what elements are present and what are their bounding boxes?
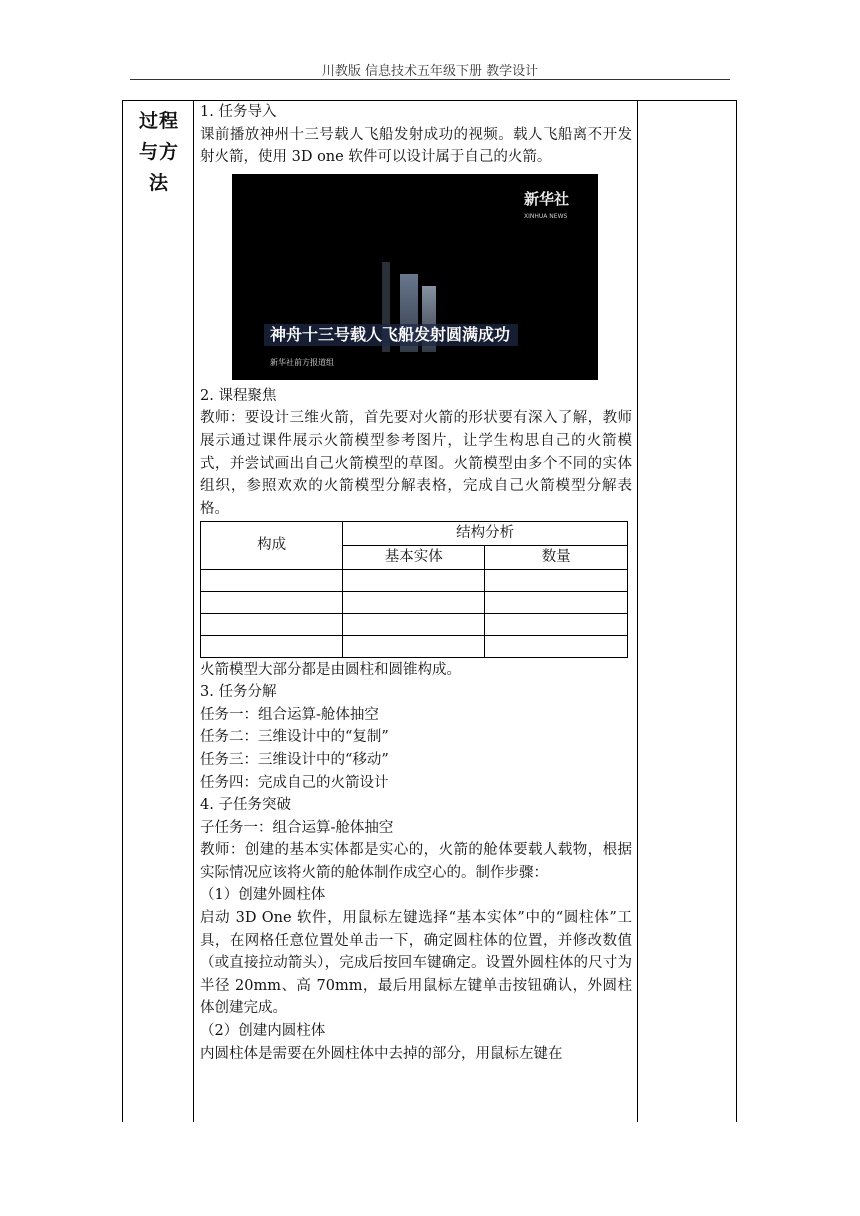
table-row — [201, 635, 628, 657]
column-divider-right — [637, 101, 638, 1122]
section-label-line2: 与方 — [138, 141, 179, 163]
structure-analysis-table — [200, 521, 628, 657]
step1-text: 启动 3D One 软件，用鼠标左键选择“基本实体”中的“圆柱体”工具，在网格任意位置处单击一下，确定圆柱体的位置，并修改数值（或直接拉动箭头），完成后按回车键确定。设置外圆柱体的尺寸为半径 20mm、高 70mm，最后用鼠标左键单击按钮确认，外圆柱体创建完成。 — [200, 910, 632, 1017]
subtask-heading: 4. 子任务突破 — [200, 797, 291, 814]
course-focus-text: 教师：要设计三维火箭，首先要对火箭的形状要有深入了解，教师展示通过课件展示火箭模型参考图片，让学生构思自己的火箭模式，并尝试画出自己火箭模型的草图。火箭模型由多个不同的实体组织，参照欢欢的火箭模型分解表格，完成自己火箭模型分解表格。 — [200, 410, 632, 517]
video-subcaption: 新华社前方报道组 — [270, 357, 334, 367]
table-row — [201, 569, 628, 591]
task-item: 任务四：完成自己的火箭设计 — [200, 774, 389, 791]
task-item: 任务二：三维设计中的“复制” — [200, 729, 389, 746]
header-compose: 构成 — [201, 522, 343, 569]
column-divider-left — [193, 101, 194, 1122]
section-label-line1: 过程 — [138, 110, 179, 132]
xinhua-logo-sub: XINHUA NEWS — [524, 212, 568, 220]
step2-text: 内圆柱体是需要在外圆柱体中去掉的部分，用鼠标左键在 — [200, 1045, 563, 1062]
lesson-content — [200, 101, 632, 1065]
video-caption: 神舟十三号载人飞船发射圆满成功 — [270, 324, 511, 344]
header-basic-entity: 基本实体 — [343, 545, 485, 569]
task-intro-heading: 1. 任务导入 — [200, 104, 277, 120]
task-intro-text: 课前播放神州十三号载人飞船发射成功的视频。载人飞船离不开发射火箭，使用 3D one 软件可以设计属于自己的火箭。 — [200, 126, 632, 166]
table-summary: 火箭模型大部分都是由圆柱和圆锥构成。 — [200, 661, 461, 678]
section-label-line3: 法 — [148, 172, 169, 194]
subtask1-heading: 子任务一：组合运算-舱体抽空 — [200, 819, 394, 836]
course-focus-heading: 2. 课程聚焦 — [200, 387, 277, 404]
header-count: 数量 — [485, 545, 628, 569]
table-row — [201, 591, 628, 613]
page-header: 川教版 信息技术五年级下册 教学设计 — [321, 64, 539, 79]
task-item: 任务三：三维设计中的“移动” — [200, 751, 389, 768]
header-rule — [130, 79, 730, 80]
xinhua-logo: 新华社 — [524, 189, 570, 208]
launch-video-frame — [232, 174, 598, 380]
header-structure-analysis: 结构分析 — [343, 522, 628, 546]
task-item: 任务一：组合运算-舱体抽空 — [200, 706, 379, 723]
subtask1-text: 教师：创建的基本实体都是实心的，火箭的舱体要载人载物，根据实际情况应该将火箭的舱体制作成空心的。制作步骤： — [200, 842, 632, 881]
section-label — [133, 106, 185, 199]
step1-heading: （1）创建外圆柱体 — [200, 887, 326, 904]
table-row — [201, 613, 628, 635]
step2-heading: （2）创建内圆柱体 — [200, 1023, 326, 1040]
task-breakdown-heading: 3. 任务分解 — [200, 684, 277, 701]
